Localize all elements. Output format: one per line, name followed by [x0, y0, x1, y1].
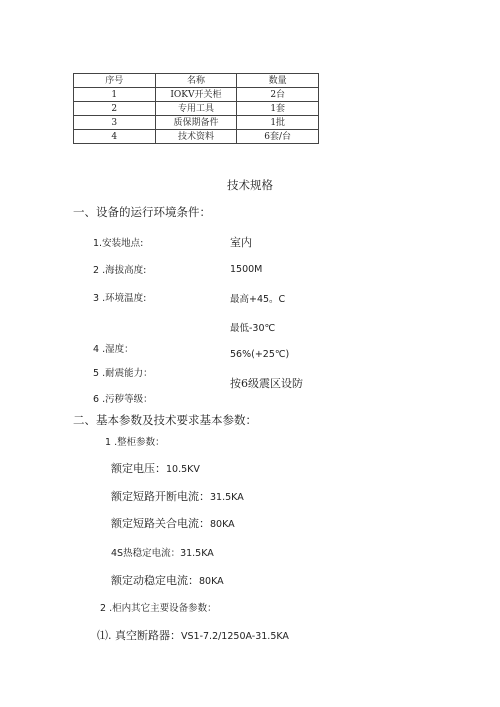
temperature-label: 3 .环境温度:	[93, 293, 147, 304]
param-row	[111, 545, 214, 559]
table-cell: 3	[74, 116, 156, 130]
header-quantity: 数量	[237, 74, 319, 88]
header-name: 名称	[155, 74, 237, 88]
param-label: 4S热稳定电流：	[111, 548, 181, 559]
table-cell: 专用工具	[155, 102, 237, 116]
param-row	[111, 515, 235, 531]
table-cell: 4	[74, 130, 156, 144]
table-cell: 1套	[237, 102, 319, 116]
table-cell: 质保期备件	[155, 116, 237, 130]
table-row	[74, 130, 319, 144]
param-value: 80KA	[199, 576, 224, 587]
cabinet-params-heading: 1 .整柜参数：	[105, 437, 165, 448]
param-value: 80KA	[210, 519, 235, 530]
humidity-label: 4 .湿度：	[93, 344, 134, 355]
section2-heading: 二、基本参数及技术要求基本参数：	[73, 413, 257, 427]
table-cell: 2台	[237, 88, 319, 102]
vacuum-breaker-value: VS1-7.2/1250A-31.5KA	[181, 631, 289, 642]
altitude-value: 1500M	[230, 264, 263, 275]
seismic-label: 5 .耐震能力：	[93, 368, 153, 379]
humidity-value: 56%(+25℃)	[230, 349, 290, 360]
param-row	[111, 460, 200, 476]
vacuum-breaker-label: ⑴. 真空断路器：	[97, 629, 181, 642]
table-cell: 技术资料	[155, 130, 237, 144]
param-row	[111, 572, 224, 588]
param-label: 额定动稳定电流：	[111, 574, 199, 587]
param-value: 31.5KA	[180, 548, 214, 559]
table-row	[74, 102, 319, 116]
header-index: 序号	[74, 74, 156, 88]
table-row	[74, 88, 319, 102]
param-label: 额定电压：	[111, 462, 166, 475]
altitude-label: 2 .海拔高度:	[93, 265, 147, 276]
pollution-label: 6 .污秽等级：	[93, 394, 153, 405]
table-cell: 2	[74, 102, 156, 116]
section1-heading: 一、设备的运行环境条件：	[73, 205, 211, 219]
seismic-value: 按6级震区设防	[230, 377, 303, 390]
table-header-row	[74, 74, 319, 88]
temperature-max-value: 最高+45。C	[230, 294, 286, 305]
table-cell: 1批	[237, 116, 319, 130]
table-cell: 1	[74, 88, 156, 102]
equipment-table	[73, 73, 319, 144]
page-title: 技术规格	[227, 178, 273, 192]
table-row	[74, 116, 319, 130]
table-cell: 6套/台	[237, 130, 319, 144]
param-value: 10.5KV	[166, 464, 200, 475]
param-label: 额定短路关合电流：	[111, 517, 210, 530]
temperature-min-value: 最低-30℃	[230, 323, 276, 334]
install-location-label: 1.安装地点:	[93, 238, 144, 249]
vacuum-breaker-row	[97, 627, 289, 643]
table-cell: IOKV开关柜	[155, 88, 237, 102]
other-equipment-heading: 2 .柜内其它主要设备参数：	[100, 603, 217, 614]
param-value: 31.5KA	[210, 492, 244, 503]
param-label: 额定短路开断电流：	[111, 490, 210, 503]
param-row	[111, 488, 244, 504]
install-location-value: 室内	[230, 236, 252, 249]
